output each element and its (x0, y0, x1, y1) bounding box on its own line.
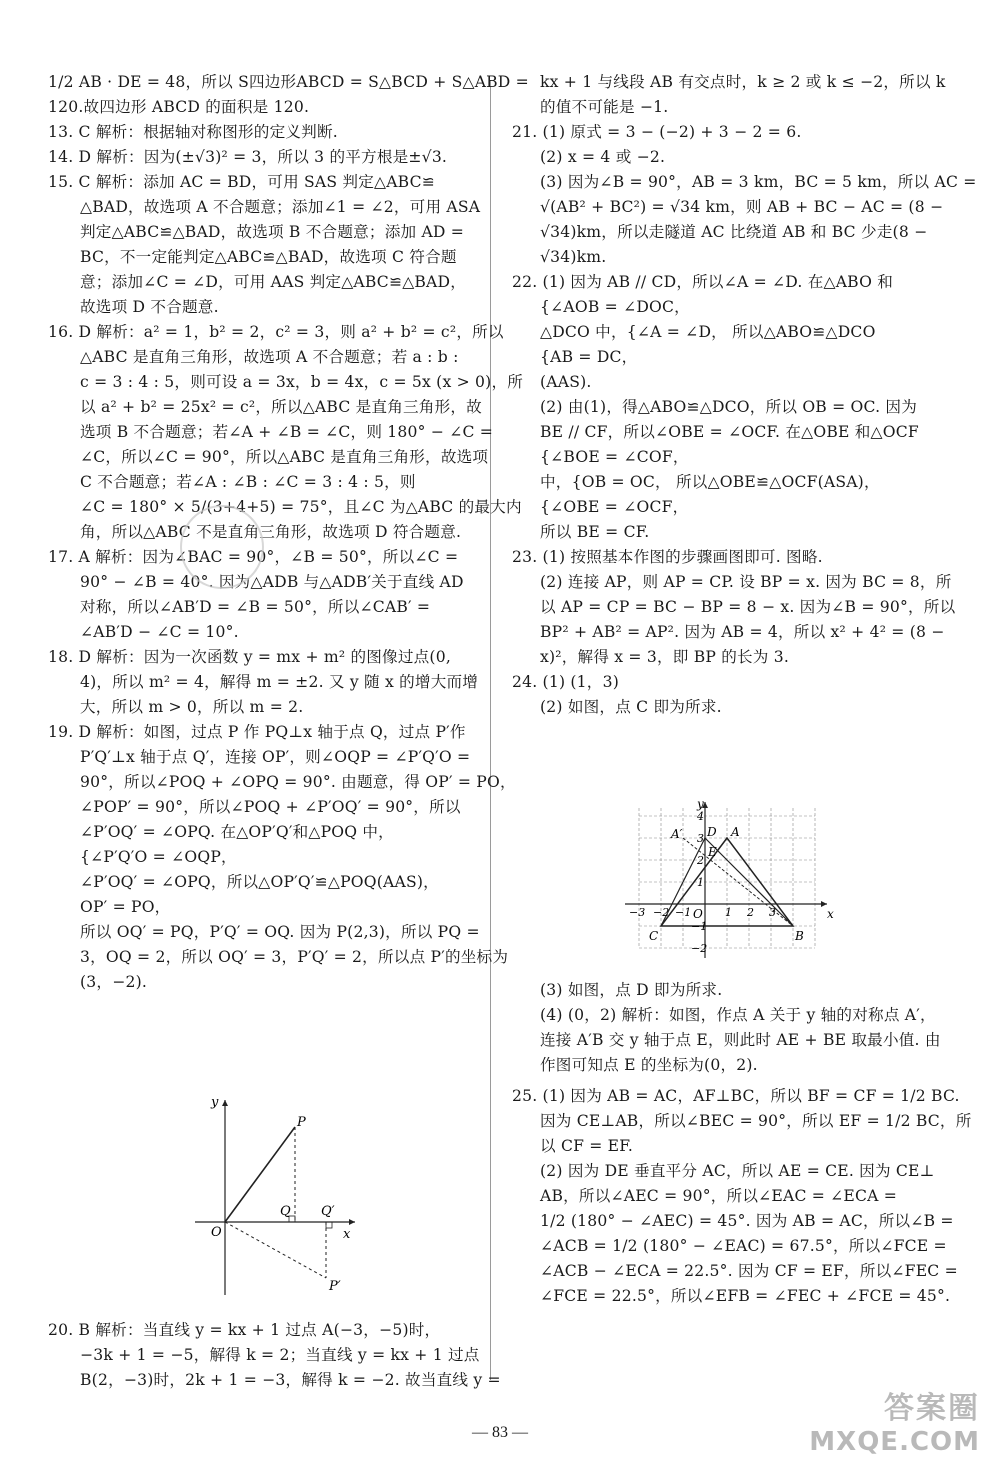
faded-stamp (180, 505, 264, 589)
text-line: 24. (1) (1，3) (512, 673, 620, 691)
text-line: C 不合题意；若∠A : ∠B : ∠C = 3 : 4 : 5，则 (80, 473, 416, 491)
text-line: 中，{OB = OC， 所以△OBE≌△OCF(ASA)， (540, 473, 880, 491)
text-line: 角，所以△ABC 不是直角三角形，故选项 D 符合题意. (80, 523, 462, 541)
text-line: 连接 A′B 交 y 轴于点 E，则此时 AE + BE 取最小值. 由 (540, 1031, 941, 1049)
label-y: y (697, 798, 704, 811)
text-line: 17. A 解析：因为∠BAC = 90°，∠B = 50°，所以∠C = (48, 548, 459, 566)
text-line: BC，不一定能判定△ABC≌△BAD，故选项 C 符合题 (80, 248, 457, 266)
text-line: √34)km. (540, 248, 607, 266)
text-line: x)²，解得 x = 3，即 BP 的长为 3. (540, 648, 790, 666)
tick-x-2: 2 (747, 906, 754, 919)
left-column-bottom (48, 1318, 501, 1393)
text-line: 选项 B 不合题意；若∠A + ∠B = ∠C，则 180° − ∠C = (80, 423, 494, 441)
text-line: (4) (0，2) 解析：如图，作点 A 关于 y 轴的对称点 A′， (540, 1006, 936, 1024)
text-line: ∠POP′ = 90°，所以∠POQ + ∠P′OQ′ = 90°，所以 (80, 798, 461, 816)
text-line: ∠P′OQ′ = ∠OPQ，所以△OP′Q′≌△POQ(AAS)， (80, 873, 439, 891)
text-line: kx + 1 与线段 AB 有交点时，k ≥ 2 或 k ≤ −2，所以 k (540, 73, 946, 91)
text-line: 15. C 解析：添加 AC = BD，可用 SAS 判定△ABC≌ (48, 173, 436, 191)
tick-x-minus3: −3 (629, 906, 646, 919)
tick-x-3: 3 (769, 906, 776, 919)
right-column (512, 70, 977, 720)
text-line: 故选项 D 不合题意. (80, 298, 219, 316)
tick-x-minus1: −1 (675, 906, 692, 919)
text-line: (AAS). (540, 373, 592, 391)
text-line: 90° − ∠B = 40°. 因为△ADB 与△ADB′关于直线 AD (80, 573, 464, 591)
text-line: (2) 如图，点 C 即为所求. (540, 698, 722, 716)
text-line: △ABC 是直角三角形，故选项 A 不合题意；若 a : b : (80, 348, 459, 366)
text-line: {∠AOB = ∠DOC， (540, 298, 690, 316)
watermark (809, 1383, 980, 1457)
text-line: 18. D 解析：因为一次函数 y = mx + m² 的图像过点(0, (48, 648, 451, 666)
text-line: B(2，−3)时，2k + 1 = −3，解得 k = −2. 故当直线 y = (80, 1371, 501, 1389)
text-line: ∠ACB − ∠ECA = 22.5°. 因为 CF = EF，所以∠FEC = (540, 1262, 958, 1280)
text-line: 作图可知点 E 的坐标为(0，2). (540, 1056, 758, 1074)
text-line: 判定△ABC≌△BAD，故选项 B 不合题意；添加 AD = (80, 223, 465, 241)
text-line: ∠C，所以∠C = 90°，所以△ABC 是直角三角形，故选项 (80, 448, 489, 466)
text-line: ∠P′OQ′ = ∠OPQ. 在△OP′Q′和△POQ 中， (80, 823, 394, 841)
tick-y-3: 3 (697, 832, 704, 845)
text-line: 对称，所以∠AB′D = ∠B = 50°，所以∠CAB′ = (80, 598, 431, 616)
text-line: ∠FCE = 22.5°，所以∠EFB = ∠FEC + ∠FCE = 45°. (540, 1287, 951, 1305)
label-p: P (297, 1115, 306, 1130)
label-d: D (707, 825, 717, 839)
tick-y-1: 1 (697, 876, 704, 889)
page-number: — 83 — (472, 1424, 528, 1441)
text-line: 3，OQ = 2，所以 OQ′ = 3，P′Q′ = 2，所以点 P′的坐标为 (80, 948, 509, 966)
text-line: 意；添加∠C = ∠D，可用 AAS 判定△ABC≌△BAD， (80, 273, 467, 291)
text-line: 所以 OQ′ = PQ，P′Q′ = OQ. 因为 P(2,3)，所以 PQ = (80, 923, 480, 941)
label-b: B (795, 929, 804, 943)
coordinate-figure-p (185, 1090, 365, 1300)
text-line: BE // CF，所以∠OBE = ∠OCF. 在△OBE 和△OCF (540, 423, 919, 441)
text-line: {AB = DC， (540, 348, 638, 366)
text-line: 13. C 解析：根据轴对称图形的定义判断. (48, 123, 338, 141)
text-line: 大，所以 m > 0，所以 m = 2. (80, 698, 304, 716)
text-line: {∠OBE = ∠OCF， (540, 498, 689, 516)
right-angle-mark-q-prime (326, 1222, 332, 1228)
text-line: ∠ACB = 1/2 (180° − ∠EAC) = 67.5°，所以∠FCE = (540, 1237, 947, 1255)
text-line: c = 3 : 4 : 5，则可设 a = 3x，b = 4x，c = 5x (x > 0)，所 (80, 373, 524, 391)
text-line: 14. D 解析：因为(±√3)² = 3，所以 3 的平方根是±√3. (48, 148, 448, 166)
tick-y-2: 2 (697, 854, 704, 867)
text-line: 22. (1) 因为 AB // CD，所以∠A = ∠D. 在△ABO 和 (512, 273, 894, 291)
right-column-bottom (512, 978, 972, 1309)
label-o: O (211, 1225, 222, 1240)
tick-y-minus2: −2 (691, 942, 708, 955)
text-line: 120.故四边形 ABCD 的面积是 120. (48, 98, 310, 116)
label-y: y (211, 1095, 219, 1110)
text-line: 23. (1) 按照基本作图的步骤画图即可. 图略. (512, 548, 823, 566)
text-line: 1/2 AB · DE = 48，所以 S四边形ABCD = S△BCD + S△ABD = (48, 73, 529, 91)
text-line: ∠AB′D − ∠C = 10°. (80, 623, 239, 641)
text-line: 因为 CE⊥AB，所以∠BEC = 90°，所以 EF = 1/2 BC，所 (540, 1112, 972, 1130)
text-line: (3，−2). (80, 973, 148, 991)
tick-y-4: 4 (697, 810, 704, 823)
text-line: (3) 如图，点 D 即为所求. (540, 981, 723, 999)
label-c: C (649, 929, 659, 943)
text-line: 90°，所以∠POQ + ∠OPQ = 90°. 由题意，得 OP′ = PO， (80, 773, 516, 791)
text-line: BP² + AB² = AP². 因为 AB = 4，所以 x² + 4² = (8 − (540, 623, 945, 641)
label-q-prime: Q′ (321, 1204, 335, 1219)
watermark-bottom: MXQE.COM (809, 1427, 980, 1457)
x-axis-arrow (349, 1219, 355, 1225)
text-line: AB，所以∠AEC = 90°，所以∠EAC = ∠ECA = (540, 1187, 898, 1205)
text-line: {∠BOE = ∠COF， (540, 448, 689, 466)
text-line: (2) 连接 AP，则 AP = CP. 设 BP = x. 因为 BC = 8，所 (540, 573, 952, 591)
text-line: 所以 BE = CF. (540, 523, 650, 541)
column-divider (490, 80, 491, 1380)
text-line: (2) 因为 DE 垂直平分 AC，所以 AE = CE. 因为 CE⊥ (540, 1162, 935, 1180)
text-line: (2) x = 4 或 −2. (540, 148, 666, 166)
tick-y-minus1: −1 (691, 920, 708, 933)
text-line: ∠C = 180° × 5/(3+4+5) = 75°，且∠C 为△ABC 的最大内 (80, 498, 522, 516)
text-line: 的值不可能是 −1. (540, 98, 669, 116)
text-line: 以 a² + b² = 25x² = c²，所以△ABC 是直角三角形，故 (80, 398, 482, 416)
text-line: 25. (1) 因为 AB = AC，AF⊥BC，所以 BF = CF = 1/2 BC. (512, 1087, 960, 1105)
text-line: √34)km，所以走隧道 AC 比绕道 AB 和 BC 少走(8 − (540, 223, 928, 241)
text-line: △BAD，故选项 A 不合题意；添加∠1 = ∠2，可用 ASA (80, 198, 481, 216)
label-a: A (731, 825, 740, 839)
text-line: 21. (1) 原式 = 3 − (−2) + 3 − 2 = 6. (512, 123, 802, 141)
label-o: O (693, 907, 703, 921)
text-line: 以 CF = EF. (540, 1137, 634, 1155)
text-line: OP′ = PO， (80, 898, 171, 916)
grid-figure-abc (605, 798, 845, 978)
text-line: 1/2 (180° − ∠AEC) = 45°. 因为 AB = AC，所以∠B = (540, 1212, 954, 1230)
label-e: E (708, 845, 717, 859)
tick-x-1: 1 (725, 906, 732, 919)
text-line: P′Q′⊥x 轴于点 Q′，连接 OP′，则∠OQP = ∠P′Q′O = (80, 748, 471, 766)
text-line: 19. D 解析：如图，过点 P 作 PQ⊥x 轴于点 Q，过点 P′作 (48, 723, 466, 741)
tick-x-minus2: −2 (653, 906, 670, 919)
label-q: Q (280, 1204, 291, 1219)
text-line: △DCO 中，{∠A = ∠D， 所以△ABO≌△DCO (540, 323, 876, 341)
text-line: √(AB² + BC²) = √34 km，则 AB + BC − AC = (8 − (540, 198, 944, 216)
watermark-top: 答案圈 (884, 1391, 980, 1426)
text-line: 4)，所以 m² = 4，解得 m = ±2. 又 y 随 x 的增大而增 (80, 673, 479, 691)
label-x: x (343, 1227, 351, 1242)
label-x: x (827, 907, 834, 921)
text-line: −3k + 1 = −5，解得 k = 2；当直线 y = kx + 1 过点 (80, 1346, 480, 1364)
segment-op-prime (225, 1222, 326, 1278)
text-line: 20. B 解析：当直线 y = kx + 1 过点 A(−3，−5)时， (48, 1321, 441, 1339)
grid-lines (639, 808, 815, 948)
y-axis-arrow (222, 1100, 228, 1106)
text-line: 16. D 解析：a² = 1，b² = 2，c² = 3，则 a² + b² = c²，所以 (48, 323, 504, 341)
text-line: (2) 由(1)，得△ABO≌△DCO，所以 OB = OC. 因为 (540, 398, 917, 416)
text-line: (3) 因为∠B = 90°，AB = 3 km，BC = 5 km，所以 AC = (540, 173, 977, 191)
text-line: 以 AP = CP = BC − BP = 8 − x. 因为∠B = 90°，所以 (540, 598, 956, 616)
text-line: {∠P′Q′O = ∠OQP， (80, 848, 237, 866)
label-p-prime: P′ (329, 1279, 341, 1294)
label-a-prime: A′ (671, 827, 683, 841)
